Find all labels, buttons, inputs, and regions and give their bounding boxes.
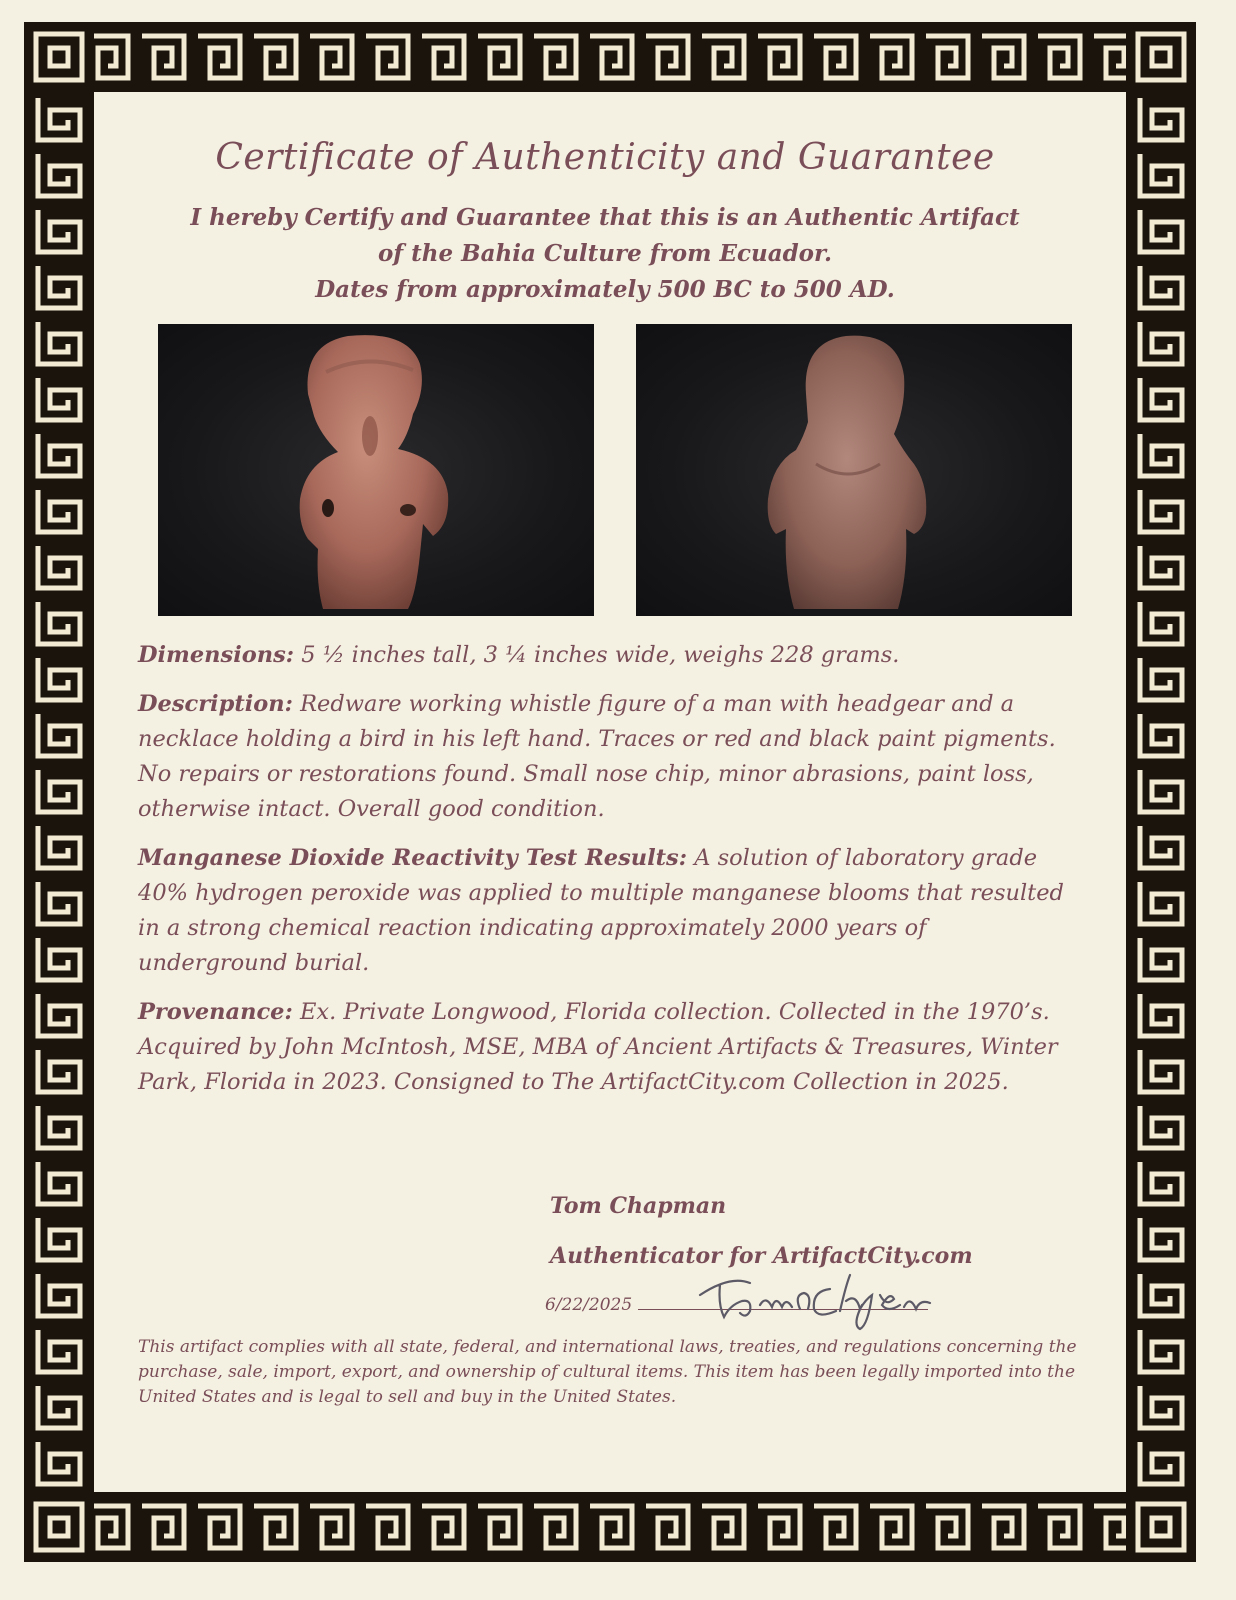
signature-date: 6/22/2025 xyxy=(545,1295,633,1315)
certificate-title: Certificate of Authenticity and Guarantee xyxy=(215,137,995,178)
signer-name: Tom Chapman xyxy=(550,1193,727,1219)
certificate-content xyxy=(130,125,1080,1407)
dimensions-section xyxy=(130,638,1080,673)
signer-title: Authenticator for ArtifactCity.com xyxy=(550,1243,973,1269)
description-section xyxy=(130,687,1080,827)
greek-key-top-band xyxy=(24,22,1196,92)
greek-key-bottom-band xyxy=(24,1492,1196,1562)
greek-key-right-band xyxy=(1126,92,1196,1492)
intro-line: Dates from approximately 500 BC to 500 AD. xyxy=(315,276,895,303)
dimensions-text: 5 ½ inches tall, 3 ¼ inches wide, weighs 228 grams. xyxy=(301,642,900,668)
provenance-text: Ex. Private Longwood, Florida collection. Collected in the 1970’s. Acquired by John McIntosh, MSE, MBA of Ancient Artifacts & Treasures, Winter Park, Florida in 2023. Consigned to The ArtifactCity.com Collection in 2025. xyxy=(138,999,1058,1095)
back-figure-photo xyxy=(636,324,1072,616)
artifact-photos xyxy=(130,324,1080,624)
front-figure-photo xyxy=(158,324,594,616)
intro-line: of the Bahia Culture from Ecuador. xyxy=(377,240,833,267)
test-results-section xyxy=(130,841,1080,981)
description-label: Description: xyxy=(138,691,293,717)
provenance-section xyxy=(130,995,1080,1100)
test-results-label: Manganese Dioxide Reactivity Test Results: xyxy=(138,845,688,871)
intro-line: I hereby Certify and Guarantee that this is an Authentic Artifact xyxy=(190,204,1020,231)
test-results-text: A solution of laboratory grade 40% hydrogen peroxide was applied to multiple manganese blooms that resulted in a strong chemical reaction indicating approximately 2000 years of underground burial. xyxy=(138,845,1064,976)
handwritten-signature xyxy=(690,1265,950,1339)
description-text: Redware working whistle figure of a man with headgear and a necklace holding a bird in his left hand. Traces or red and black paint pigments. No repairs or restorations found. Small nose chip, minor abrasions, paint loss, otherwise intact. Overall good condition. xyxy=(138,691,1056,822)
certification-statement xyxy=(130,200,1080,308)
dimensions-label: Dimensions: xyxy=(138,642,295,668)
provenance-label: Provenance: xyxy=(138,999,293,1025)
legal-compliance-text: This artifact complies with all state, federal, and international laws, treaties, and regulations concerning the purchase, sale, import, export, and ownership of cultural items. This item has been legally imported into the United States and is legal to sell and buy in the United States. xyxy=(138,1337,1077,1407)
greek-key-left-band xyxy=(24,92,94,1492)
